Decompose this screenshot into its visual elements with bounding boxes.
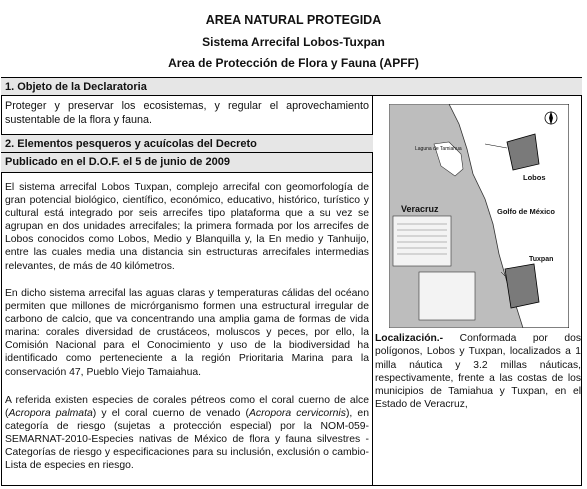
paragraph-3-part-c: ) y el coral cuerno de venado ( — [92, 408, 249, 420]
map-polygon-tuxpan — [505, 264, 539, 308]
page-title: AREA NATURAL PROTEGIDA — [205, 13, 382, 27]
page-subtitle-2: Area de Protección de Flora y Fauna (APFF) — [168, 56, 419, 70]
paragraph-3 — [5, 394, 369, 473]
map-label-lobos: Lobos — [523, 173, 546, 182]
location-map — [389, 104, 569, 328]
section-2-heading: 2. Elementos pesqueros y acuícolas del Decreto — [1, 134, 373, 153]
map-label-tuxpan: Tuxpan — [529, 256, 554, 263]
column-divider — [372, 96, 373, 486]
paragraph-3-part-e: ), en categoría de riesgo (sujetas a protección especial) por la NOM-059-SEMARNAT-2010-Especies nativas de México de flora y fauna silvestres - Categorías de riesgo y especificaciones para su inclusión, exclusión o cambio-Lista de especies en riesgo. — [5, 408, 369, 472]
location-description — [375, 332, 581, 412]
map-inset-box — [419, 272, 475, 320]
paragraph-3-part-a: A referida existen especies de corales pétreos como el coral cuerno de alce ( — [5, 395, 369, 420]
location-text: Conformada por dos polígonos, Lobos y Tuxpan, localizados a 1 milla náutica y 3.2 millas náuticas, respectivamente, frente a las costas de los municipios de Tamiahua y Tuxpan, en el Estado de Veracruz, — [375, 333, 581, 411]
publication-date: Publicado en el D.O.F. el 5 de junio de 2009 — [1, 153, 372, 173]
map-label-veracruz: Veracruz — [401, 204, 439, 214]
section-1-heading: 1. Objeto de la Declaratoria — [1, 77, 582, 96]
species-acropora-palmata: Acropora palmata — [8, 408, 93, 420]
map-legend-box — [393, 216, 451, 266]
map-label-golfo: Golfo de México — [497, 207, 555, 216]
map-label-laguna: Laguna de Tamiahua — [415, 146, 462, 152]
objective-text: Proteger y preservar los ecosistemas, y regular el aprovechamiento sustentable de la flora y fauna. — [5, 100, 369, 126]
page-subtitle: Sistema Arrecifal Lobos-Tuxpan — [202, 35, 385, 49]
paragraph-2: En dicho sistema arrecifal las aguas claras y temperaturas cálidas del océano permiten que millones de micrórganismo formen una estructural irregular de carbono de calcio, que va concentrando una amplia gama de formas de vida marina: corales diversidad de crustáceos, moluscos y peces, por ello, la Comisión Nacional para el Conocimiento y uso de la biodiversidad ha identificado como perteneciente a la región Prioritaria Marina para la conservación 47, Pueblo Viejo Tamaiahua. — [5, 288, 369, 378]
paragraph-1: El sistema arrecifal Lobos Tuxpan, complejo arrecifal con geomorfología de gran potencial biológico, científico, económico, educativo, histórico, turístico y cultural está integrado por seis arrecifes tipo plataforma que a su vez se agrupan en dos unidades arrecifales; la primera formada por los arrecifes de Lobos conocidos como Lobos, Medio y Blanquilla y, la En medio y Tanhuijo, entre las cuales media una distancia sin estructuras arrecifales intermedias relevantes, de más de 40 kilómetros. — [5, 182, 369, 272]
species-acropora-cervicornis: Acropora cervicornis — [248, 408, 346, 420]
location-label: Localización.- — [375, 333, 444, 344]
